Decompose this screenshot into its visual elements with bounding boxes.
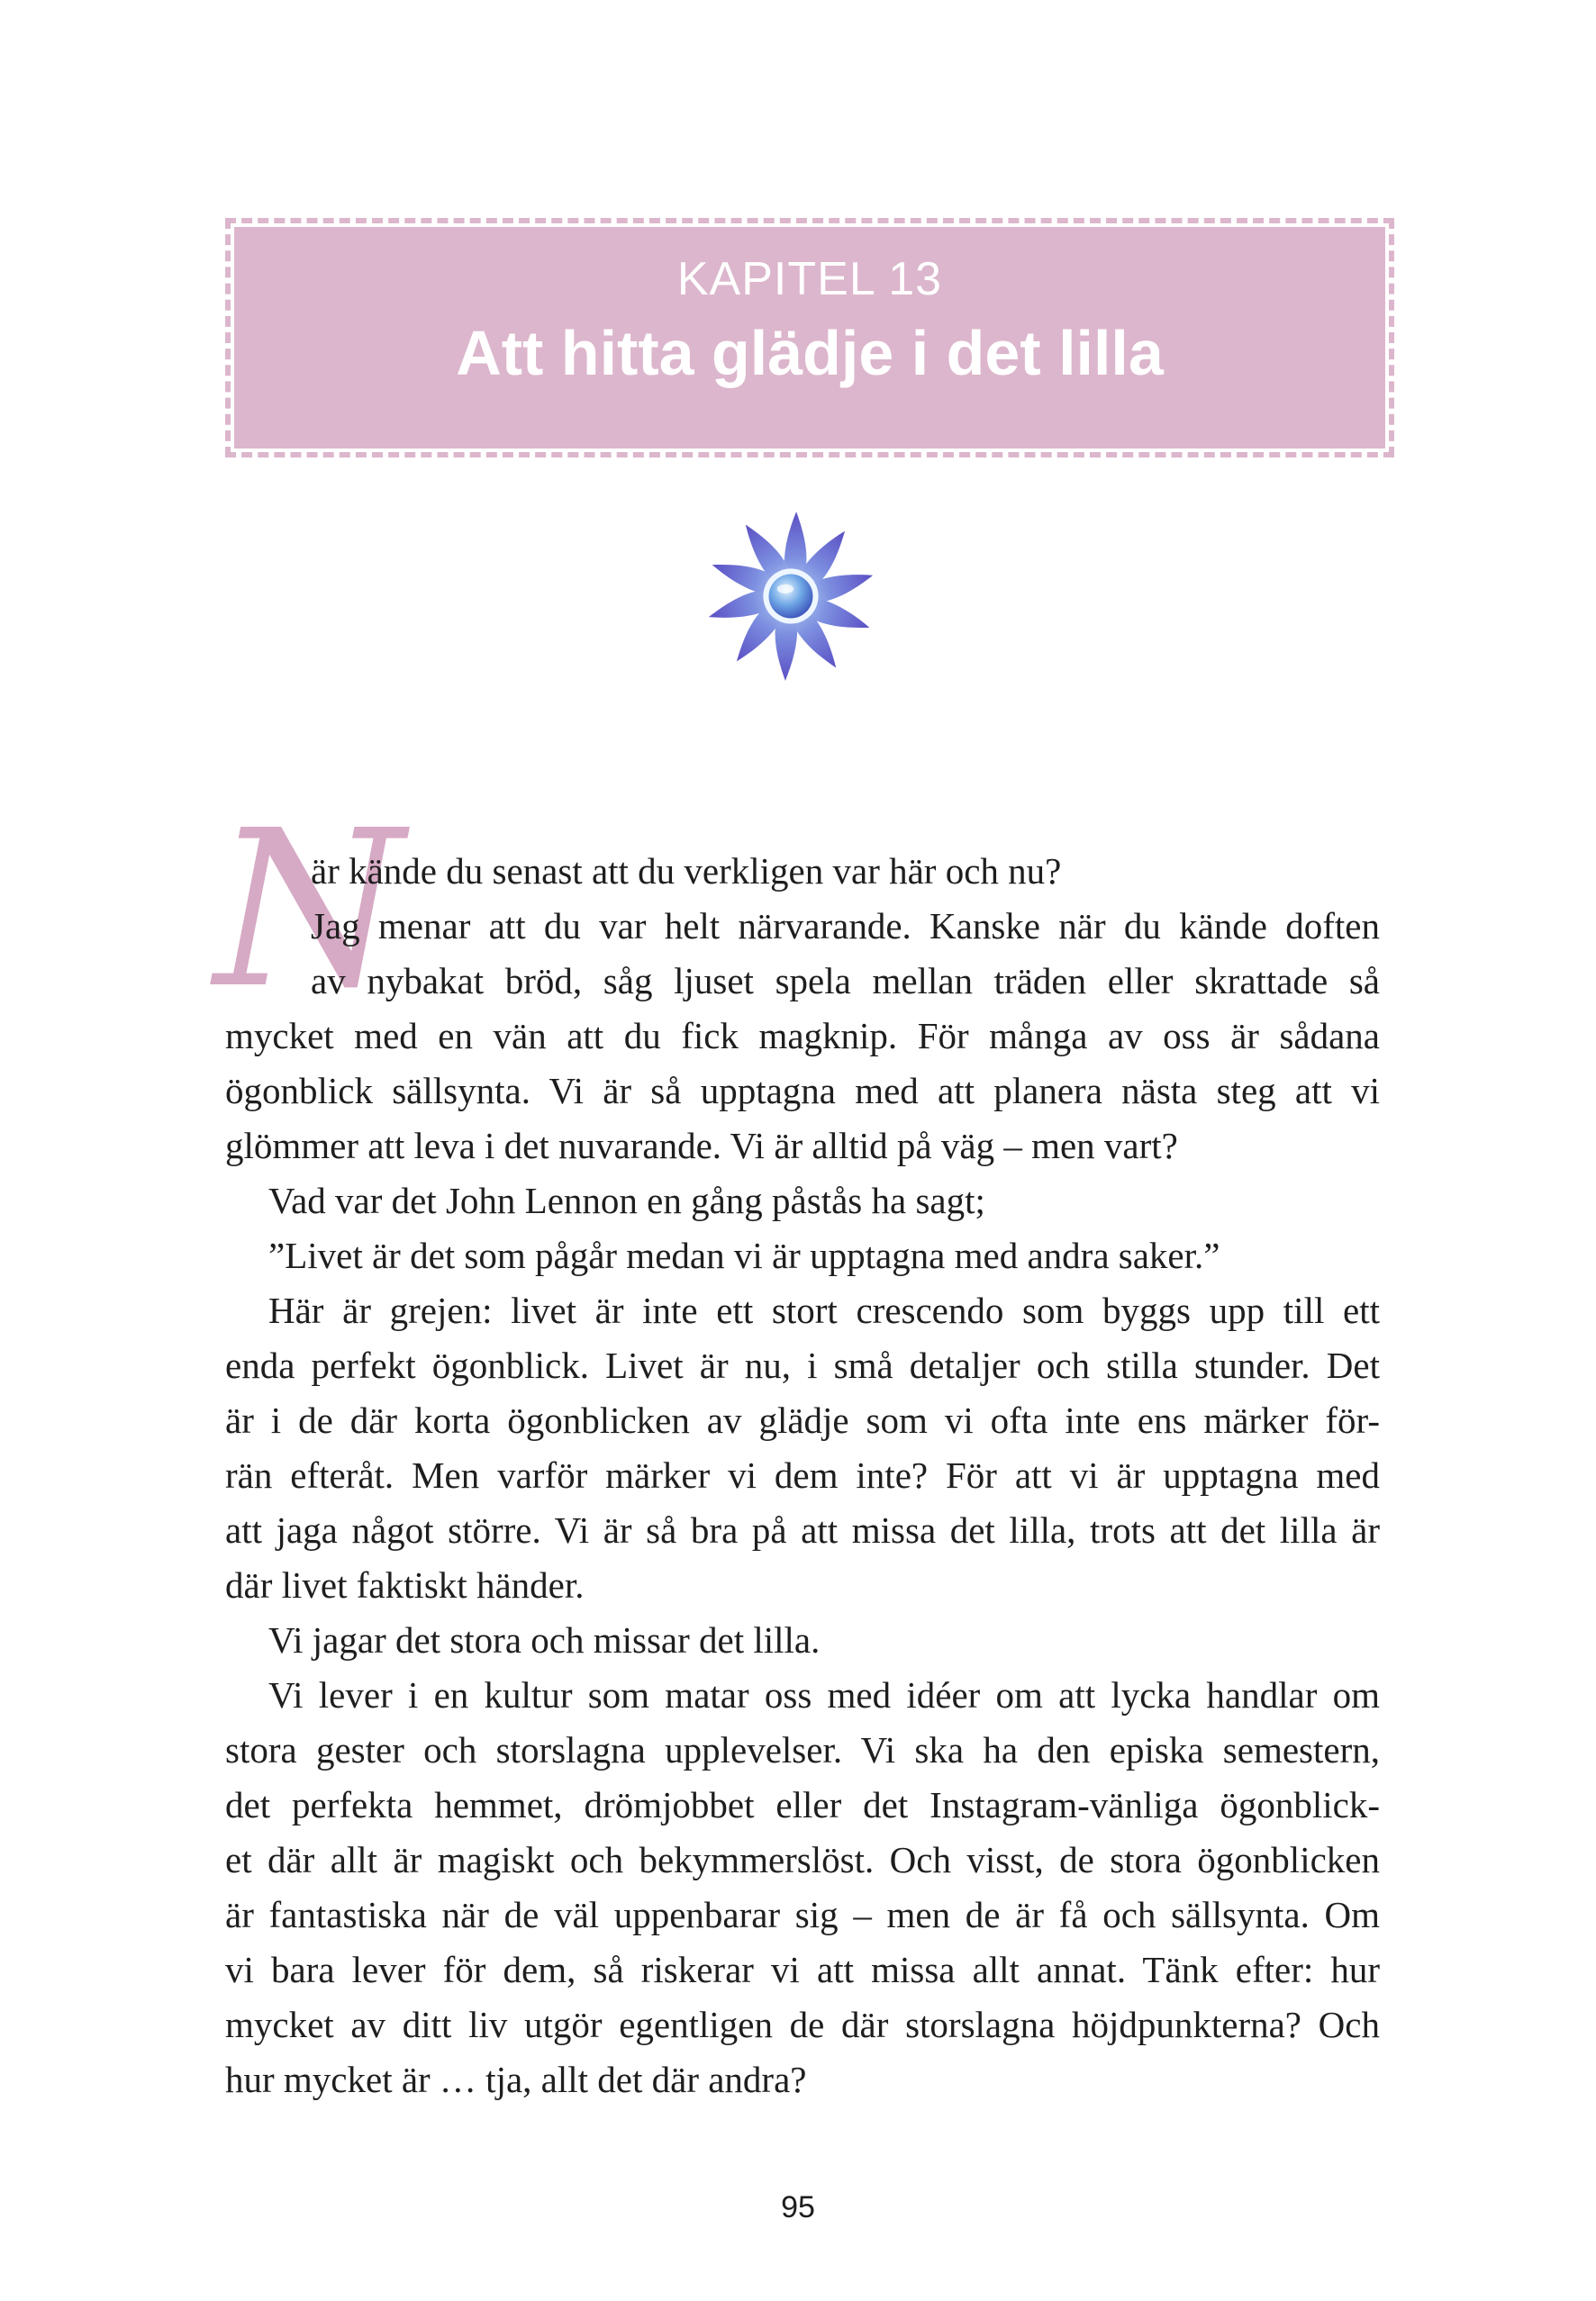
text-line: vi bara lever för dem, så riskerar vi att missa allt annat. Tänk efter: hur <box>225 1949 1380 1990</box>
text-line: Vad var det John Lennon en gång påstås ha sagt; <box>268 1180 985 1221</box>
text-line: rän efteråt. Men varför märker vi dem inte? För att vi är upptagna med <box>225 1454 1380 1496</box>
text-line: Vi lever i en kultur som matar oss med idéer om att lycka handlar om <box>268 1674 1380 1716</box>
text-line: stora gester och storslagna upplevelser. Vi ska ha den episka semestern, <box>225 1729 1380 1771</box>
text-line: det perfekta hemmet, drömjobbet eller det Instagram-vänliga ögonblick- <box>225 1784 1380 1825</box>
drop-cap: N <box>214 784 404 1036</box>
text-line: är fantastiska när de väl uppenbarar sig – men de är få och sällsynta. Om <box>225 1894 1380 1935</box>
text-line: ”Livet är det som pågår medan vi är upptagna med andra saker.” <box>268 1235 1220 1276</box>
text-line: Vi jagar det stora och missar det lilla. <box>268 1619 821 1661</box>
text-line: att jaga något större. Vi är så bra på att missa det lilla, trots att det lilla är <box>225 1509 1380 1551</box>
chapter-label: KAPITEL 13 <box>676 253 943 305</box>
text-line: glömmer att leva i det nuvarande. Vi är alltid på väg – men vart? <box>225 1125 1178 1166</box>
text-line: et där allt är magiskt och bekymmerslöst. Och visst, de stora ögonblicken <box>225 1839 1380 1880</box>
text-line: mycket av ditt liv utgör egentligen de där storslagna höjdpunkterna? Och <box>225 2004 1380 2045</box>
page-number: 95 <box>781 2190 815 2224</box>
text-line: ögonblick sällsynta. Vi är så upptagna med att planera nästa steg att vi <box>225 1070 1380 1111</box>
text-line: där livet faktiskt händer. <box>225 1564 585 1606</box>
text-line: Här är grejen: livet är inte ett stort crescendo som byggs upp till ett <box>268 1290 1380 1331</box>
chapter-title: Att hitta glädje i det lilla <box>456 318 1164 388</box>
text-line: av nybakat bröd, såg ljuset spela mellan träden eller skrattade så <box>311 960 1380 1001</box>
text-line: mycket med en vän att du fick magknip. För många av oss är sådana <box>225 1015 1380 1056</box>
chapter-banner <box>234 227 1385 448</box>
text-line: Jag menar att du var helt närvarande. Kanske när du kände doften <box>311 905 1380 947</box>
text-line: är kände du senast att du verkligen var här och nu? <box>311 850 1062 892</box>
text-line: hur mycket är … tja, allt det där andra? <box>225 2059 807 2100</box>
text-line: är i de där korta ögonblicken av glädje som vi ofta inte ens märker för- <box>225 1400 1380 1441</box>
flower-ornament-icon <box>699 504 883 688</box>
text-line: enda perfekt ögonblick. Livet är nu, i små detaljer och stilla stunder. Det <box>225 1345 1380 1386</box>
